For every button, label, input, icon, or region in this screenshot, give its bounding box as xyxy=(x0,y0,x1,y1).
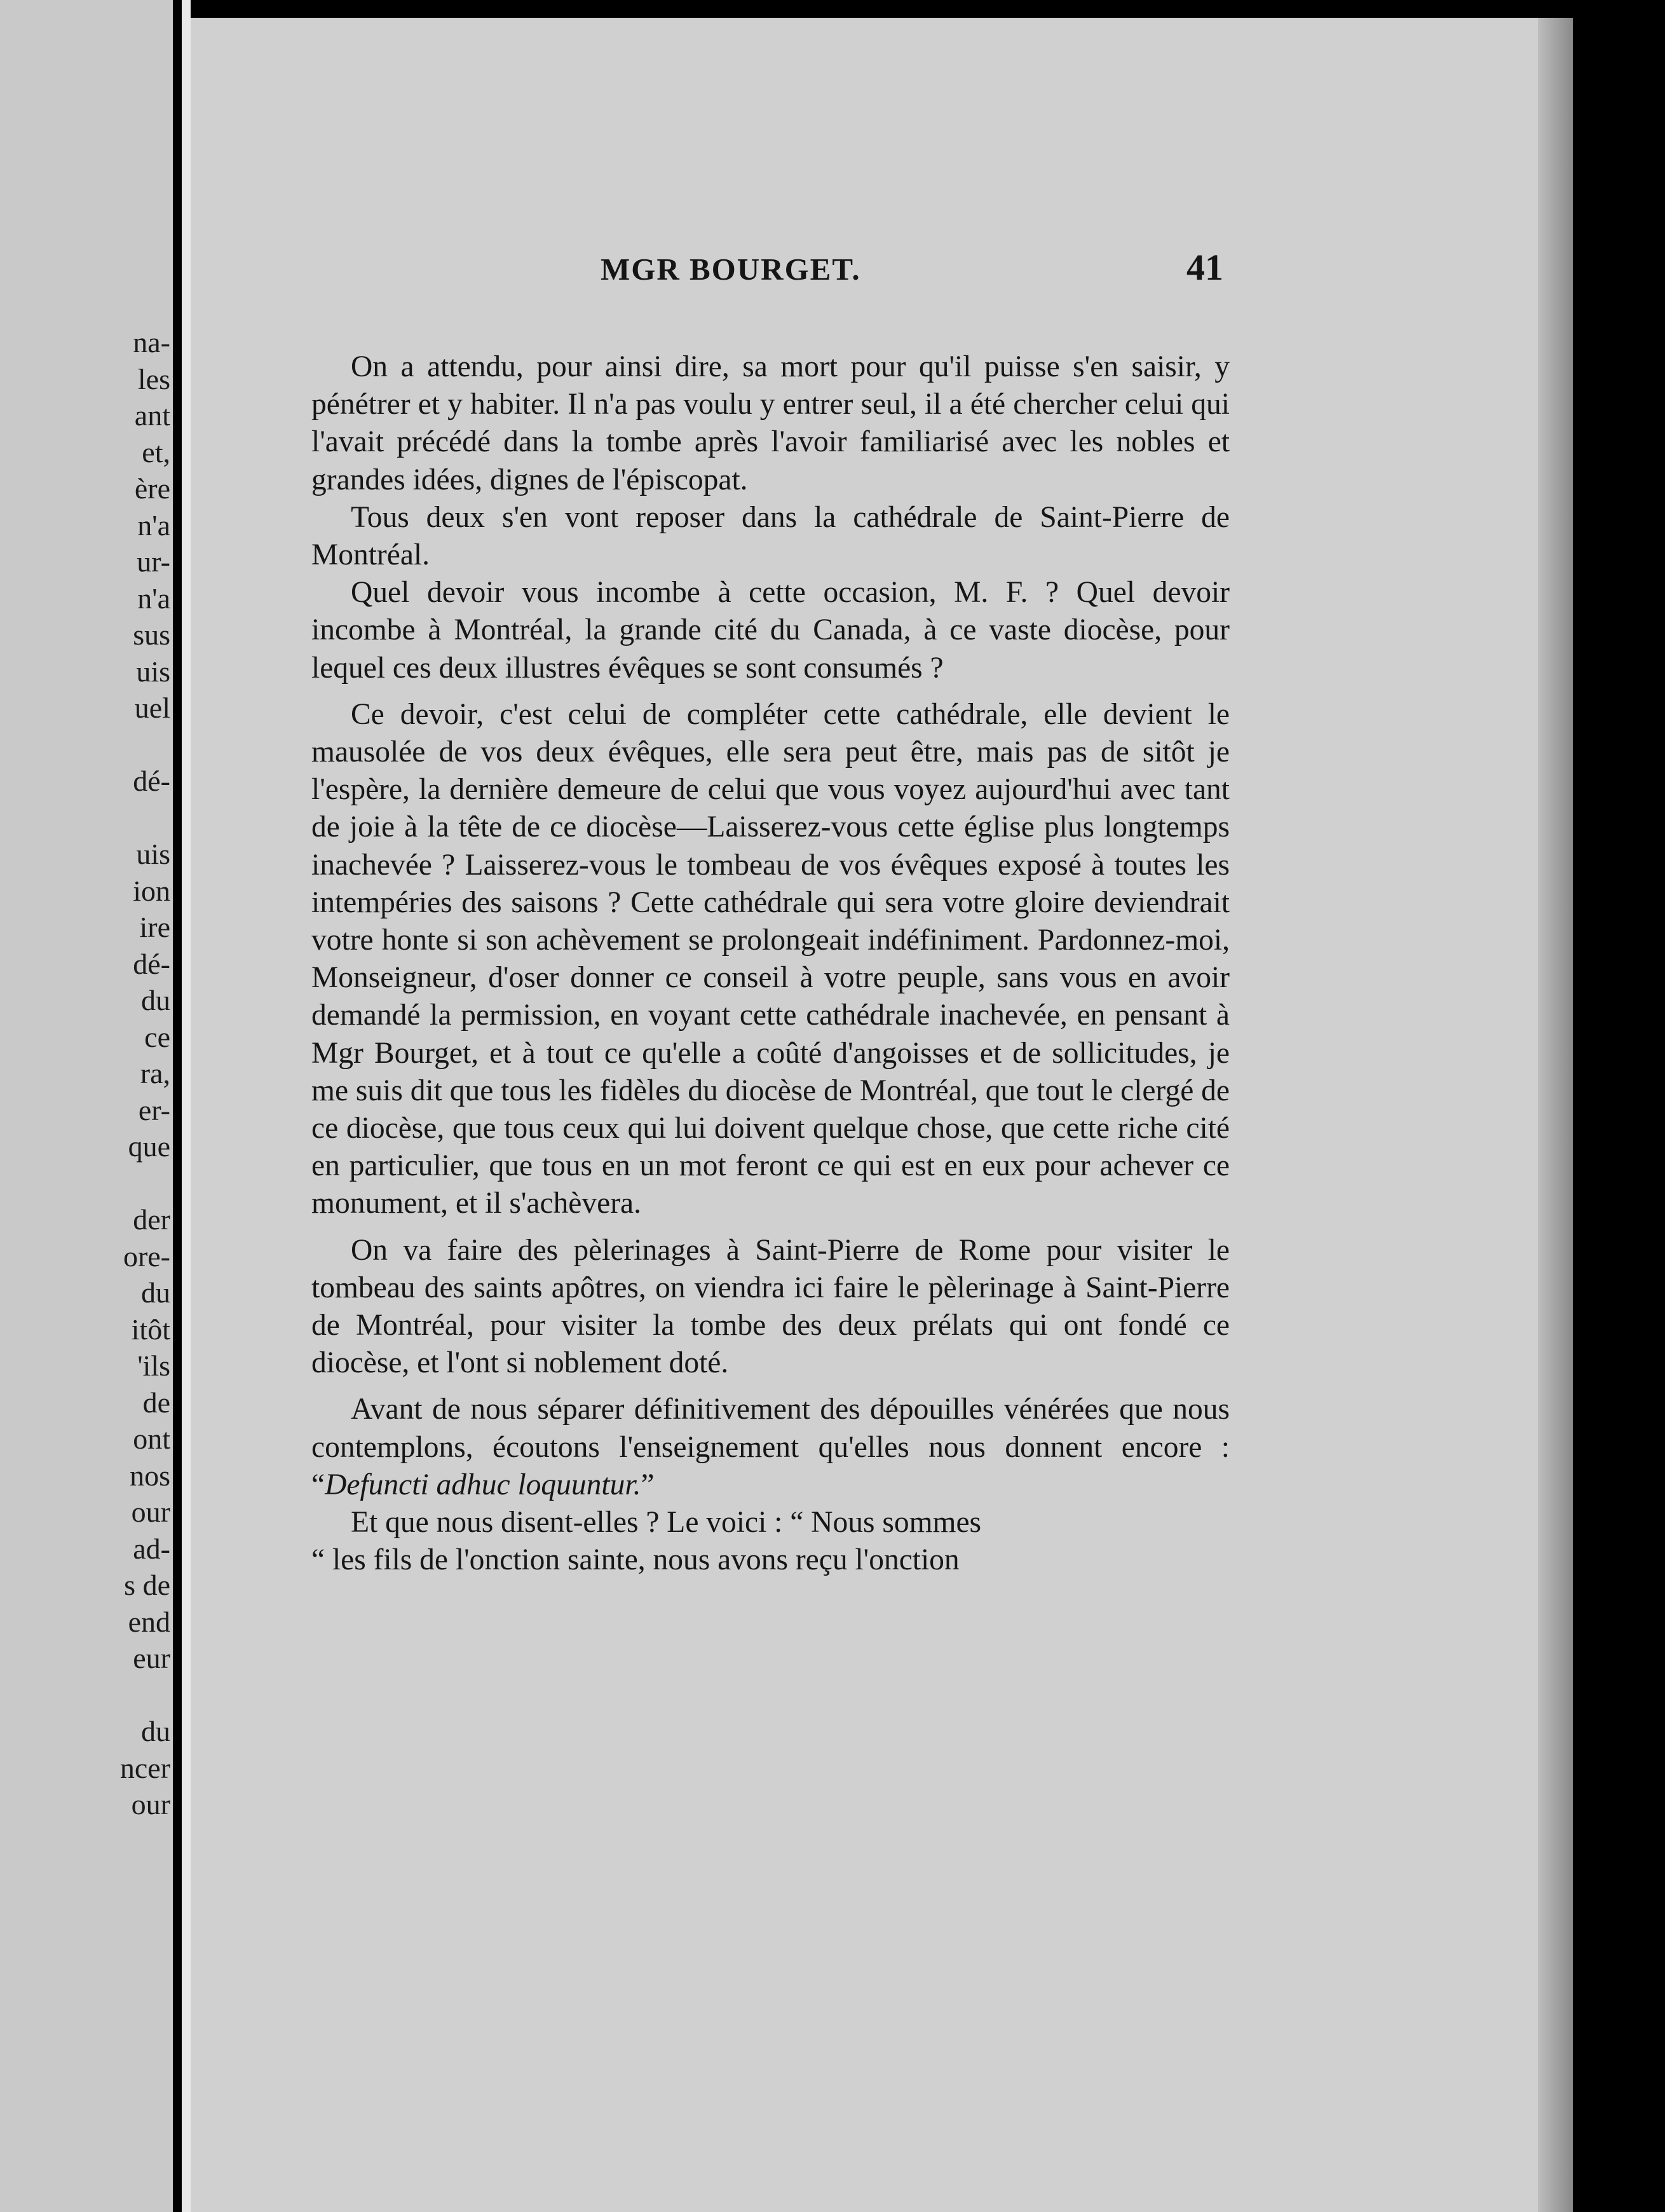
latin-quote: Defuncti adhuc loquuntur. xyxy=(325,1468,641,1501)
facing-page-fragment: ur- xyxy=(137,545,170,578)
facing-page-text-fragments xyxy=(120,324,170,1823)
facing-page-fragment: our xyxy=(131,1496,170,1528)
facing-page-fragment: na- xyxy=(133,326,170,358)
facing-page-fragment: dé- xyxy=(133,947,170,980)
paragraph-continuation: “ les fils de l'onction sainte, nous avons reçu l'onction xyxy=(311,1543,960,1577)
paragraph: Tous deux s'en vont reposer dans la cathédrale de Saint-Pierre de Montréal. xyxy=(311,500,1230,572)
closing-quote: ” xyxy=(641,1468,655,1501)
facing-page-fragment xyxy=(120,1165,170,1202)
paragraph: Quel devoir vous incombe à cette occasion, M. F. ? Quel devoir incombe à Montréal, la grande cité du Canada, à ce vaste diocèse, pour lequel ces deux illustres évêques se sont consumés ? xyxy=(311,576,1230,685)
facing-page-fragment: itôt xyxy=(131,1313,170,1346)
facing-page-fragment: ire xyxy=(139,911,170,943)
facing-page-fragment: ère xyxy=(134,472,170,505)
paragraph: On va faire des pèlerinages à Saint-Pierre de Rome pour visiter le tombeau des saints apôtres, on viendra ici faire le pèlerinage à Saint-Pierre de Montréal, pour visiter la tombe des deux prélats qui ont fondé ce diocèse, et l'ont si noblement doté. xyxy=(311,1233,1230,1380)
facing-page-fragment: uis xyxy=(136,838,170,870)
facing-page-fragment: ncer xyxy=(119,1751,170,1784)
facing-page-edge xyxy=(0,0,173,2212)
facing-page-fragment xyxy=(120,1677,170,1714)
facing-page-fragment: ant xyxy=(134,399,170,432)
facing-page-fragment: nos xyxy=(130,1459,170,1492)
facing-page-fragment: ce xyxy=(144,1020,170,1053)
paragraph: Ce devoir, c'est celui de compléter cette cathédrale, elle devient le mausolée de vos deux évêques, elle sera peut être, mais pas de sitôt je l'espère, la dernière demeure de celui que vous voyez aujourd'hui avec tant de joie à la tête de ce diocèse—Laisserez-vous cette église plus longtemps inachevée ? Laisserez-vous le tombeau de vos évêques exposé à toutes les intempéries des saisons ? Cette cathédrale qui sera votre gloire deviendrait votre honte si son achèvement se prolongeait indéfiniment. Pardonnez-moi, Monseigneur, d'oser donner ce conseil à votre peuple, sans vous en avoir demandé la permission, en voyant cette cathédrale inachevée, en pensant à Mgr Bourget, et à tout ce qu'elle a coûté d'angoisses et de sollicitudes, je me suis dit que tous les fidèles du diocèse de Montréal, que tout le clergé de ce diocèse, que tous ceux qui lui doivent quelque chose, que cette riche cité en particulier, que tous en un mot feront ce qui est en eux pour achever ce monument, et il s'achèvera. xyxy=(311,697,1230,1220)
body-text xyxy=(311,348,1230,1580)
facing-page-fragment: n'a xyxy=(137,582,170,615)
facing-page-fragment: que xyxy=(128,1130,170,1163)
facing-page-fragment: ra, xyxy=(140,1057,170,1089)
facing-page-fragment xyxy=(120,727,170,763)
facing-page-fragment: der xyxy=(133,1203,170,1236)
facing-page-fragment: du xyxy=(141,1715,170,1747)
facing-page-fragment: ont xyxy=(133,1423,170,1455)
facing-page-fragment: our xyxy=(131,1788,170,1820)
paragraph: On a attendu, pour ainsi dire, sa mort pour qu'il puisse s'en saisir, y pénétrer et y habiter. Il n'a pas voulu y entrer seul, il a été chercher celui qui l'avait précédé dans la tombe après l'avoir familiarisé avec les nobles et grandes idées, dignes de l'épiscopat. xyxy=(311,350,1230,496)
facing-page-fragment: 'ils xyxy=(137,1349,170,1382)
page-edge-shadow xyxy=(1538,18,1573,2212)
facing-page-fragment: dé- xyxy=(133,765,170,797)
facing-page-fragment: ad- xyxy=(133,1532,170,1565)
facing-page-fragment: uis xyxy=(136,655,170,688)
facing-page-fragment: sus xyxy=(133,618,170,651)
page-number: 41 xyxy=(1186,247,1223,288)
facing-page-fragment: ion xyxy=(133,874,170,907)
facing-page-fragment xyxy=(120,800,170,836)
page-gutter xyxy=(182,0,191,2212)
facing-page-fragment: les xyxy=(137,362,170,395)
facing-page-fragment: n'a xyxy=(137,509,170,542)
facing-page-fragment: s de xyxy=(124,1569,170,1601)
facing-page-fragment: du xyxy=(141,1276,170,1309)
facing-page-fragment: du xyxy=(141,984,170,1016)
facing-page-fragment: de xyxy=(142,1386,170,1419)
facing-page-fragment: uel xyxy=(134,692,170,724)
facing-page-fragment: eur xyxy=(133,1642,170,1674)
paragraph: Et que nous disent-elles ? Le voici : “ Nous sommes xyxy=(351,1506,982,1540)
paragraph-text: Avant de nous séparer définitivement des dépouilles vénérées que nous contemplons, écoutons l'enseignement qu'elles nous donnent encore : “ xyxy=(311,1393,1230,1501)
paragraph xyxy=(311,1391,1230,1504)
facing-page-fragment: ore- xyxy=(123,1239,170,1273)
facing-page-fragment: er- xyxy=(138,1093,170,1126)
facing-page-fragment: et, xyxy=(142,435,170,468)
running-title: MGR BOURGET. xyxy=(601,252,861,287)
facing-page-fragment: end xyxy=(128,1605,170,1638)
page-header xyxy=(311,247,1230,302)
